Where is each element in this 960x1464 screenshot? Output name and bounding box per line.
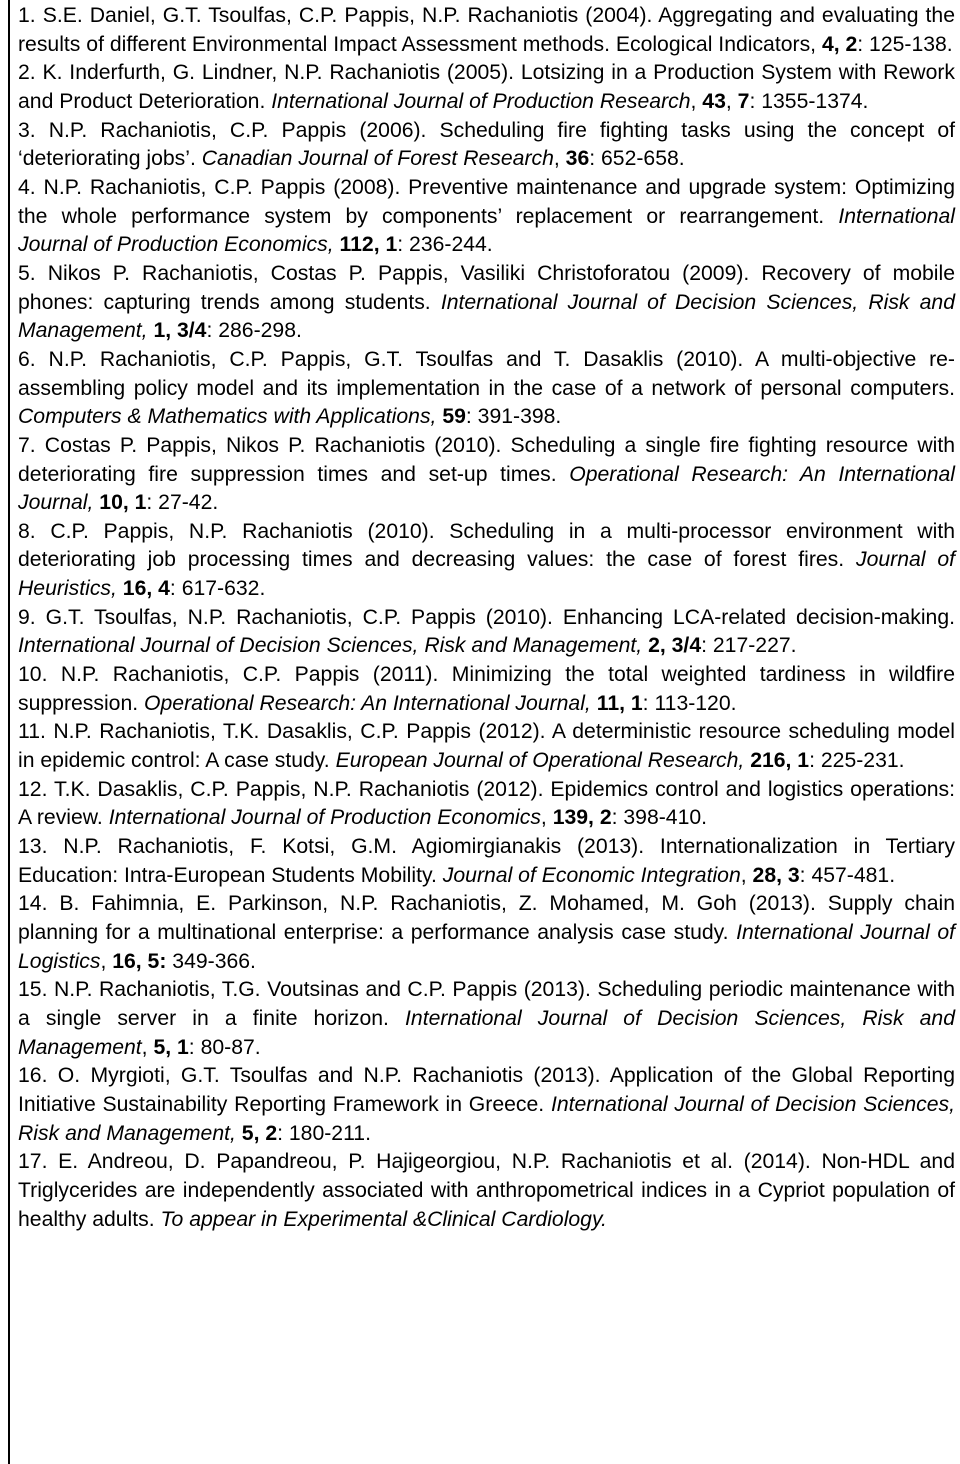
journal-title: International Journal of Decision Sciences, Risk and Management, — [18, 290, 955, 343]
volume-issue: 28, 3 — [752, 863, 800, 887]
journal-title: International Journal of Production Economics, — [18, 204, 955, 257]
reference-text: 3. N.P. Rachaniotis, C.P. Pappis (2006). Scheduling fire fighting tasks using the concept of ‘deteriorating jobs’. — [18, 118, 955, 171]
volume-issue: 216, 1 — [750, 749, 810, 773]
volume-issue: 16, 5: — [112, 949, 167, 973]
journal-title: International Journal of Production Economics — [108, 806, 541, 830]
reference-text: 2. K. Inderfurth, G. Lindner, N.P. Rachaniotis (2005). Lotsizing in a Production System with Rework and Product Deterioration. — [18, 61, 955, 113]
journal-title: Operational Research: An International Journal, — [18, 462, 955, 515]
volume-issue: 112, 1 — [339, 233, 398, 257]
journal-title: To appear in Experimental &Clinical Cardiology. — [160, 1207, 607, 1231]
reference-entry — [18, 1062, 955, 1148]
volume-issue: 10, 1 — [99, 491, 147, 515]
reference-text: 7. Costas P. Pappis, Nikos P. Rachaniotis (2010). Scheduling a single fire fighting resource with deteriorating fire suppression times and set-up times. — [18, 433, 955, 486]
reference-text: 13. N.P. Rachaniotis, F. Kotsi, G.M. Agiomirgianakis (2013). Internationalization in Tertiary Education: Intra-European Students Mobility. — [18, 835, 955, 887]
reference-text: : 236-244. — [397, 233, 493, 257]
reference-entry — [18, 260, 955, 346]
reference-text: 16. O. Myrgioti, G.T. Tsoulfas and N.P. Rachaniotis (2013). Application of the Global Reporting Initiative Sustainability Reporting Framework in Greece. — [18, 1064, 955, 1116]
reference-text: , — [690, 89, 703, 113]
reference-text: : 617-632. — [169, 577, 266, 601]
reference-entry — [18, 2, 955, 59]
reference-entry — [18, 1148, 955, 1234]
volume-issue: 1, 3/4 — [153, 319, 207, 343]
reference-text: 11. N.P. Rachaniotis, T.K. Dasaklis, C.P. Pappis (2012). A deterministic resource scheduling model in epidemic control: A case study. — [18, 720, 955, 773]
volume-issue: 139, 2 — [552, 806, 612, 830]
reference-entry — [18, 432, 955, 518]
journal-title: International Journal of Decision Sciences, Risk and Management, — [18, 634, 643, 658]
volume-issue: 11, 1 — [596, 691, 643, 715]
reference-text: : 398-410. — [611, 806, 708, 830]
volume-issue: 7 — [737, 89, 750, 113]
reference-text: 14. B. Fahimnia, E. Parkinson, N.P. Rachaniotis, Z. Mohamed, M. Goh (2013). Supply chain planning for a multinational enterprise: a performance analysis case study. — [18, 892, 955, 944]
reference-entry — [18, 174, 955, 260]
reference-text: : 80-87. — [188, 1035, 261, 1059]
reference-text: : 286-298. — [206, 319, 302, 343]
volume-issue: 2, 3/4 — [648, 634, 702, 658]
reference-text: , — [540, 806, 553, 830]
volume-issue: 5, 1 — [153, 1035, 189, 1059]
reference-text: 6. N.P. Rachaniotis, C.P. Pappis, G.T. Tsoulfas and T. Dasaklis (2010). A multi-objective re-assembling policy model and its implementation in the case of a network of personal computers. — [18, 347, 955, 400]
reference-text: : 27-42. — [146, 491, 219, 515]
volume-issue: 5, 2 — [241, 1121, 278, 1145]
reference-text: , — [725, 89, 738, 113]
volume-issue: 43 — [702, 89, 726, 113]
reference-text: 17. E. Andreou, D. Papandreou, P. Hajigeorgiou, N.P. Rachaniotis et al. (2014). Non-HDL and Triglycerides are independently associated with anthropometrical indices in a Cypriot population of healthy adults. — [18, 1150, 955, 1231]
volume-issue: 59 — [442, 405, 466, 429]
volume-issue: 4, 2 — [821, 32, 858, 56]
reference-text: : 180-211. — [277, 1121, 371, 1145]
reference-text: , — [100, 949, 113, 973]
journal-title: International Journal of Logistics — [18, 921, 955, 973]
reference-text: 15. N.P. Rachaniotis, T.G. Voutsinas and C.P. Pappis (2013). Scheduling periodic maintenance with a single server in a finite horizon. — [18, 978, 955, 1030]
reference-text: , — [740, 863, 753, 887]
reference-text: 349-366. — [166, 949, 256, 973]
reference-text: : 217-227. — [701, 634, 797, 658]
reference-entry — [18, 117, 955, 174]
reference-text: 8. C.P. Pappis, N.P. Rachaniotis (2010). Scheduling in a multi-processor environment with deteriorating job processing times and decreasing values: the case of forest fires. — [18, 519, 955, 572]
left-margin-rule — [8, 0, 10, 1464]
reference-text: 10. N.P. Rachaniotis, C.P. Pappis (2011). Minimizing the total weighted tardiness in wildfire suppression. — [18, 663, 955, 715]
reference-text: : 391-398. — [465, 405, 562, 429]
reference-entry — [18, 59, 955, 116]
journal-title: International Journal of Decision Sciences, Risk and Management — [18, 1006, 955, 1059]
journal-title: Journal of Heuristics, — [18, 548, 955, 601]
reference-text: : 225-231. — [809, 749, 905, 773]
reference-text: : 113-120. — [642, 691, 737, 715]
reference-entry — [18, 346, 955, 432]
reference-entry — [18, 776, 955, 833]
journal-title: Journal of Economic Integration — [442, 863, 741, 887]
reference-text: 12. T.K. Dasaklis, C.P. Pappis, N.P. Rachaniotis (2012). Epidemics control and logistics operations: A review. — [18, 777, 955, 830]
reference-text: : 652-658. — [589, 147, 685, 171]
journal-title: Operational Research: An International Journal, — [144, 691, 591, 715]
reference-text: 1. S.E. Daniel, G.T. Tsoulfas, C.P. Pappis, N.P. Rachaniotis (2004). Aggregating and evaluating the results of different Environmental Impact Assessment methods. Ecological Indicators, — [18, 4, 955, 56]
journal-title: Canadian Journal of Forest Research — [201, 147, 554, 171]
reference-list — [18, 2, 955, 1234]
reference-text: 5. Nikos P. Rachaniotis, Costas P. Pappis, Vasiliki Christoforatou (2009). Recovery of mobile phones: capturing trends among students. — [18, 261, 955, 314]
reference-entry — [18, 976, 955, 1062]
reference-text: : 125-138. — [857, 32, 953, 56]
journal-title: International Journal of Production Research — [271, 89, 691, 113]
reference-entry — [18, 604, 955, 661]
volume-issue: 16, 4 — [122, 577, 170, 601]
journal-title: European Journal of Operational Research, — [335, 749, 745, 773]
reference-text: 9. G.T. Tsoulfas, N.P. Rachaniotis, C.P. Pappis (2010). Enhancing LCA-related decision-making. — [18, 605, 955, 629]
reference-entry — [18, 890, 955, 976]
volume-issue: 36 — [565, 147, 590, 171]
journal-title: Computers & Mathematics with Applications, — [18, 405, 437, 429]
reference-entry — [18, 718, 955, 775]
reference-text: : 1355-1374. — [749, 89, 869, 113]
reference-text: , — [553, 147, 566, 171]
reference-entry — [18, 518, 955, 604]
reference-text: , — [141, 1035, 154, 1059]
reference-text: : 457-481. — [799, 863, 896, 887]
reference-entry — [18, 833, 955, 890]
reference-text: 4. N.P. Rachaniotis, C.P. Pappis (2008). Preventive maintenance and upgrade system: Optimizing the whole performance system by components’ replacement or rearrangement. — [18, 175, 955, 228]
reference-entry — [18, 661, 955, 718]
journal-title: International Journal of Decision Sciences, Risk and Management, — [18, 1092, 956, 1145]
